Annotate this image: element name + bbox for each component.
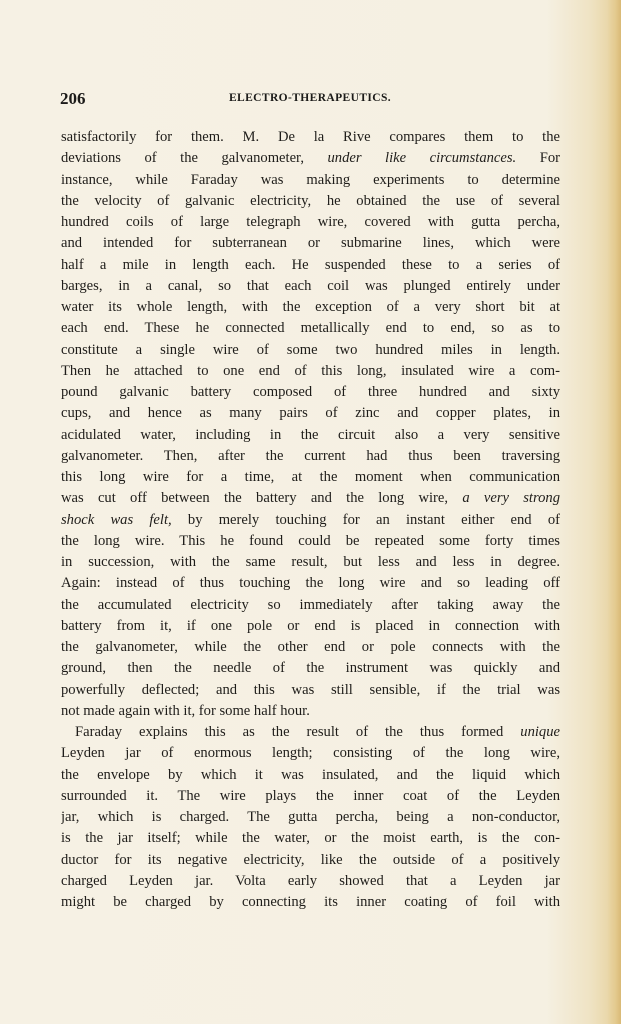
text-line [61, 127, 560, 148]
italic-text: a very strong [462, 490, 560, 507]
text-line [61, 318, 560, 339]
body-text [61, 127, 560, 913]
text-segment: ground, then the needle of the instrument was quickly and [61, 660, 560, 677]
text-segment: by merely touching for an instant either end of [171, 511, 560, 528]
text-segment: acidulated water, including in the circuit also a very sensitive [61, 426, 560, 443]
text-line [61, 531, 560, 552]
text-segment: and intended for subterranean or submarine lines, which were [61, 235, 560, 252]
text-segment: water its whole length, with the exception of a very short bit at [61, 299, 560, 315]
text-line [61, 361, 560, 382]
text-line [61, 828, 560, 849]
text-segment: jar, which is charged. The gutta percha, being a non-conductor, [61, 809, 560, 825]
text-line [61, 297, 560, 318]
text-line [61, 148, 560, 169]
text-line [61, 403, 560, 424]
text-segment: deviations of the galvanometer, [61, 150, 328, 167]
text-line [61, 595, 560, 616]
text-segment: the envelope by which it was insulated, and the liquid which [61, 766, 560, 783]
text-line [61, 425, 560, 446]
text-line [61, 722, 560, 743]
text-segment: satisfactorily for them. M. De la Rive compares them to the [61, 129, 560, 145]
text-line [61, 892, 560, 913]
text-segment: battery from it, if one pole or end is placed in connection with [61, 617, 560, 634]
italic-text: unique [520, 724, 560, 740]
text-line [61, 658, 560, 679]
text-line [61, 510, 560, 531]
text-line [61, 467, 560, 488]
text-segment: cups, and hence as many pairs of zinc and copper plates, in [61, 405, 560, 422]
running-head: ELECTRO-THERAPEUTICS. [228, 92, 392, 104]
text-line [61, 212, 560, 233]
text-line [61, 552, 560, 573]
text-line [61, 637, 560, 658]
text-segment: not made again with it, for some half hour. [61, 702, 310, 719]
text-segment: pound galvanic battery composed of three hundred and sixty [61, 384, 560, 400]
text-segment: ductor for its negative electricity, like the outside of a positively [61, 851, 560, 868]
text-segment: the long wire. This he found could be repeated some forty times [61, 532, 560, 549]
text-line [61, 701, 560, 722]
text-segment: barges, in a canal, so that each coil was plunged entirely under [61, 277, 560, 294]
text-segment: instance, while Faraday was making experiments to determine [61, 171, 560, 188]
text-line [61, 807, 560, 828]
text-segment: powerfully deflected; and this was still sensible, if the trial was [61, 681, 560, 698]
text-line [61, 850, 560, 871]
text-segment: is the jar itself; while the water, or the moist earth, is the con- [61, 830, 560, 847]
text-line [61, 616, 560, 637]
text-line [61, 680, 560, 701]
text-segment: the velocity of galvanic electricity, he obtained the use of several [61, 192, 560, 209]
italic-text: under like circumstances. [327, 150, 517, 167]
text-segment: half a mile in length each. He suspended these to a series of [61, 256, 560, 273]
text-segment: Leyden jar of enormous length; consisting of the long wire, [61, 745, 560, 762]
text-line [61, 446, 560, 467]
text-segment: constitute a single wire of some two hundred miles in length. [61, 341, 560, 358]
text-line [61, 191, 560, 212]
text-segment: For [516, 150, 560, 167]
text-line [61, 573, 560, 594]
text-segment: hundred coils of large telegraph wire, covered with gutta percha, [61, 214, 560, 230]
page-header [60, 89, 560, 109]
text-line [61, 255, 560, 276]
text-line [61, 276, 560, 297]
text-segment: the accumulated electricity so immediately after taking away the [61, 596, 560, 613]
text-line [61, 488, 560, 509]
text-segment: Faraday explains this as the result of the thus formed [75, 724, 521, 740]
text-line [61, 340, 560, 361]
italic-text: shock was felt, [61, 511, 172, 528]
text-segment: this long wire for a time, at the moment when communication [61, 469, 560, 485]
text-line [61, 743, 560, 764]
text-line [61, 233, 560, 254]
text-segment: surrounded it. The wire plays the inner coat of the Leyden [61, 787, 560, 804]
text-line [61, 382, 560, 403]
page-number: 206 [60, 89, 86, 108]
text-line [61, 170, 560, 191]
text-segment: the galvanometer, while the other end or pole connects with the [61, 639, 560, 655]
text-segment: galvanometer. Then, after the current had thus been traversing [61, 447, 560, 464]
text-line [61, 765, 560, 786]
text-segment: Then he attached to one end of this long, insulated wire a com- [61, 362, 560, 379]
text-segment: might be charged by connecting its inner coating of foil with [61, 894, 560, 910]
text-segment: was cut off between the battery and the long wire, [61, 490, 463, 507]
text-segment: charged Leyden jar. Volta early showed that a Leyden jar [61, 872, 560, 889]
text-segment: in succession, with the same result, but less and less in degree. [61, 554, 560, 570]
text-line [61, 871, 560, 892]
text-segment: Again: instead of thus touching the long wire and so leading off [61, 575, 560, 592]
page-edge-shadow [607, 0, 621, 1024]
text-segment: each end. These he connected metallically end to end, so as to [61, 320, 560, 337]
text-line [61, 786, 560, 807]
